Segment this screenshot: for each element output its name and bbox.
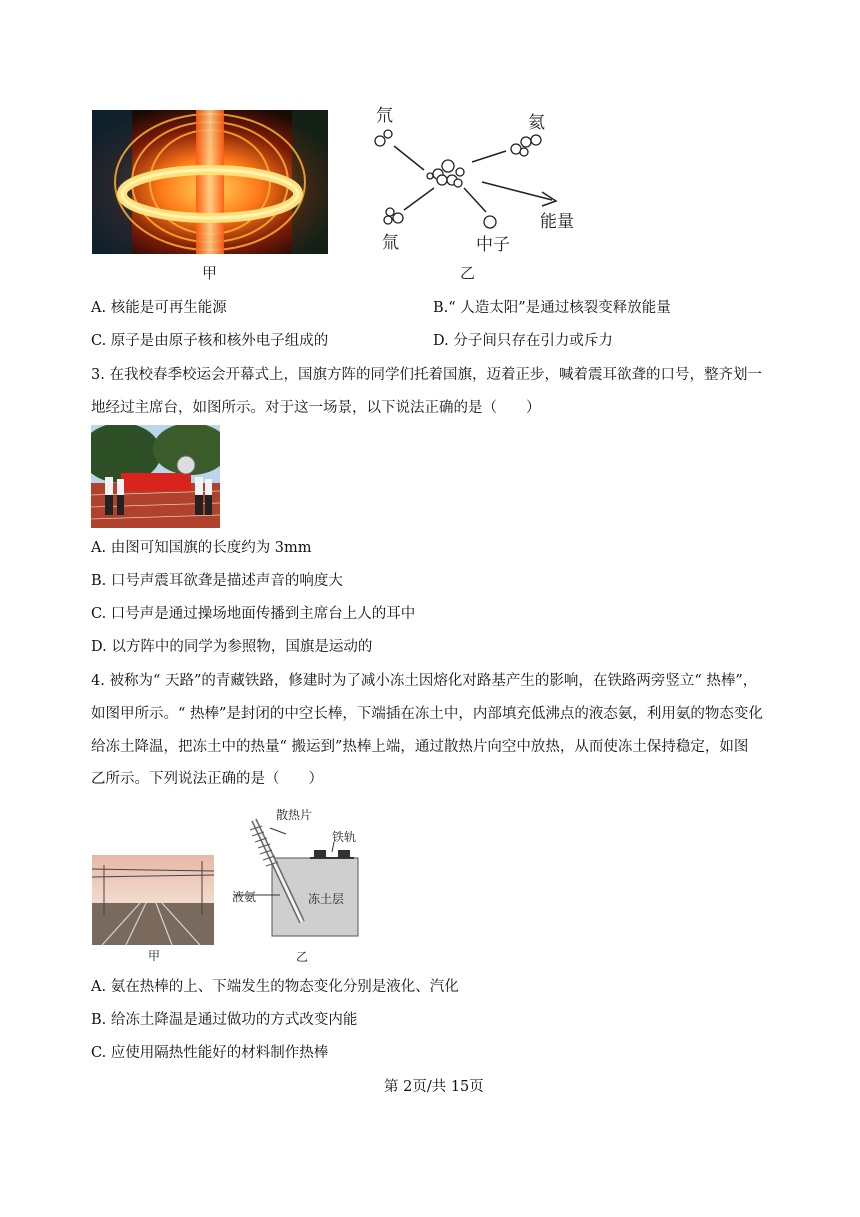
q3-stem-line1: 3. 在我校春季校运会开幕式上，国旗方阵的同学们托着国旗，迈着正步，喊着震耳欲聋的口号，整齐划一 [91,367,762,383]
q4-stem-line2: 如图甲所示。“ 热棒”是封闭的中空长棒，下端插在冻土中，内部填充低沸点的液态氨，利用氨的物态变化 [91,706,763,722]
label-neutron: 中子 [476,235,510,255]
q4-stem-line1: 4. 被称为“ 天路”的青藏铁路，修建时为了减小冻土因熔化对路基产生的影响，在铁路两旁竖立“ 热棒”， [91,673,758,689]
q4-option-b: B. 给冻土降温是通过做功的方式改变内能 [91,1012,358,1028]
q3-option-d: D. 以方阵中的同学为参照物，国旗是运动的 [91,639,373,655]
q3-option-c: C. 口号声是通过操场地面传播到主席台上人的耳中 [91,606,416,622]
q3-option-a: A. 由图可知国旗的长度约为 3mm [91,540,312,556]
q4-stem-line4: 乙所示。下列说法正确的是（ ） [91,771,323,787]
railway-photo [92,855,214,945]
q4-option-a: A. 氨在热棒的上、下端发生的物态变化分别是液化、汽化 [91,979,459,995]
q2-option-b: B.“ 人造太阳”是通过核裂变释放能量 [433,300,671,316]
q2-option-a: A. 核能是可再生能源 [91,300,227,316]
fusion-reactor-photo [92,110,328,254]
q4-fig-jia-caption: 甲 [148,949,161,963]
q4-fig-yi-caption: 乙 [296,950,309,964]
label-helium: 氦 [528,113,545,133]
label-rail: 铁轨 [332,830,357,844]
flag-parade-photo [91,425,220,528]
q4-stem-line3: 给冻土降温，把冻土中的热量“ 搬运到”热棒上端，通过散热片向空中放热，从而使冻土保持稳定，如图 [91,739,749,755]
label-tritium: 氚 [382,233,399,253]
label-energy: 能量 [540,212,574,232]
label-deuterium: 氘 [376,106,393,126]
q3-option-b: B. 口号声震耳欲聋是描述声音的响度大 [91,573,343,589]
q3-stem-line2: 地经过主席台，如图所示。对于这一场景，以下说法正确的是（ ） [91,400,541,416]
q2-option-c: C. 原子是由原子核和核外电子组成的 [91,333,329,349]
page-indicator: 第 2页/共 15页 [384,1079,484,1095]
fig-yi-caption: 乙 [460,264,476,282]
q4-option-c: C. 应使用隔热性能好的材料制作热棒 [91,1045,329,1061]
label-permafrost: 冻土层 [308,892,345,906]
fig-jia-caption: 甲 [202,264,218,282]
label-ammonia: 液氨 [232,890,257,904]
label-fins: 散热片 [276,808,313,822]
q2-option-d: D. 分子间只存在引力或斥力 [433,333,613,349]
